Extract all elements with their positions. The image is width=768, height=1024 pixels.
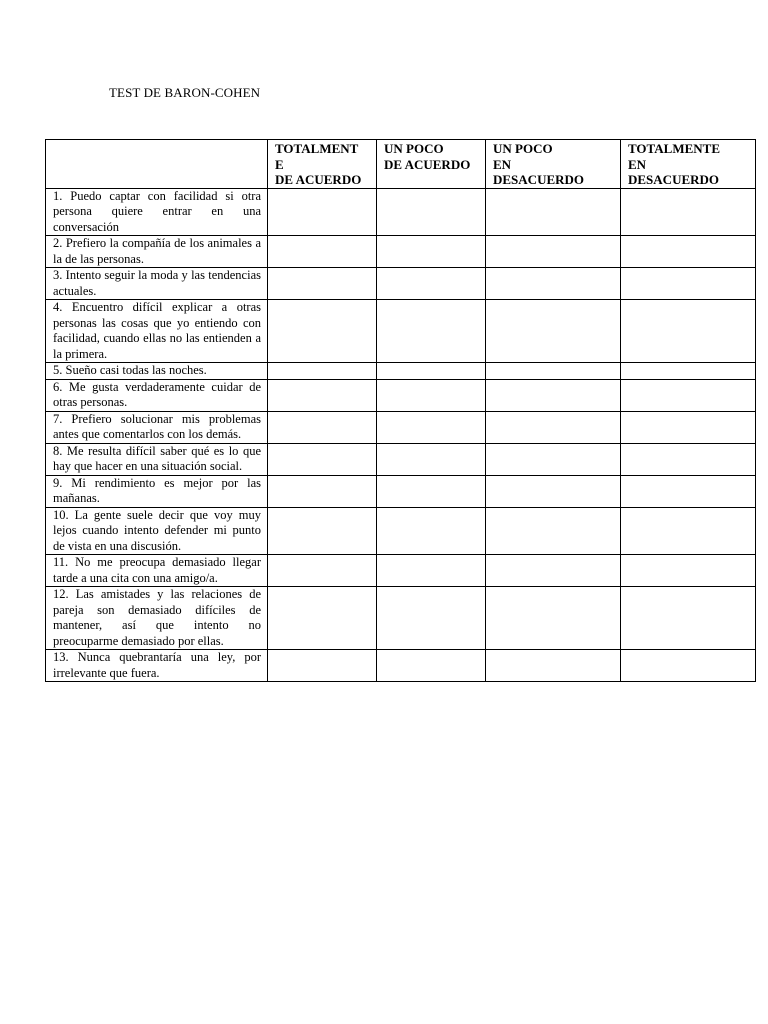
answer-cell-totally-disagree[interactable] [621, 650, 756, 682]
answer-cell-somewhat-agree[interactable] [377, 236, 486, 268]
answer-cell-somewhat-disagree[interactable] [486, 363, 621, 380]
statement-cell: 2. Prefiero la compañía de los animales a la de las personas. [46, 236, 268, 268]
statement-cell: 4. Encuentro difícil explicar a otras personas las cosas que yo entiendo con facilidad, cuando ellas no las entienden a la primera. [46, 300, 268, 363]
answer-cell-somewhat-disagree[interactable] [486, 379, 621, 411]
answer-cell-totally-disagree[interactable] [621, 507, 756, 555]
answer-cell-somewhat-disagree[interactable] [486, 555, 621, 587]
table-row [46, 300, 756, 363]
answer-cell-totally-disagree[interactable] [621, 363, 756, 380]
statement-cell: 10. La gente suele decir que voy muy lejos cuando intento defender mi punto de vista en una discusión. [46, 507, 268, 555]
table-row [46, 443, 756, 475]
header-cell-totally-agree: TOTALMENT E DE ACUERDO [268, 140, 377, 189]
answer-cell-somewhat-agree[interactable] [377, 363, 486, 380]
table-row [46, 650, 756, 682]
answer-cell-somewhat-agree[interactable] [377, 443, 486, 475]
answer-cell-totally-agree[interactable] [268, 507, 377, 555]
answer-cell-totally-disagree[interactable] [621, 300, 756, 363]
answer-cell-totally-agree[interactable] [268, 236, 377, 268]
answer-cell-totally-disagree[interactable] [621, 587, 756, 650]
statement-cell: 7. Prefiero solucionar mis problemas antes que comentarlos con los demás. [46, 411, 268, 443]
table-row [46, 411, 756, 443]
answer-cell-somewhat-agree[interactable] [377, 300, 486, 363]
statement-cell: 3. Intento seguir la moda y las tendencias actuales. [46, 268, 268, 300]
answer-cell-totally-agree[interactable] [268, 188, 377, 236]
table-row [46, 268, 756, 300]
table-header-row [46, 140, 756, 189]
answer-cell-somewhat-agree[interactable] [377, 379, 486, 411]
answer-cell-somewhat-disagree[interactable] [486, 268, 621, 300]
answer-cell-totally-disagree[interactable] [621, 268, 756, 300]
answer-cell-somewhat-disagree[interactable] [486, 587, 621, 650]
answer-cell-somewhat-disagree[interactable] [486, 236, 621, 268]
answer-cell-totally-agree[interactable] [268, 443, 377, 475]
answer-cell-totally-agree[interactable] [268, 300, 377, 363]
answer-cell-totally-disagree[interactable] [621, 236, 756, 268]
page-title: TEST DE BARON-COHEN [109, 85, 261, 100]
answer-cell-somewhat-disagree[interactable] [486, 300, 621, 363]
answer-cell-totally-disagree[interactable] [621, 379, 756, 411]
answer-cell-totally-disagree[interactable] [621, 188, 756, 236]
answer-cell-totally-disagree[interactable] [621, 555, 756, 587]
answer-cell-totally-agree[interactable] [268, 411, 377, 443]
answer-cell-somewhat-agree[interactable] [377, 650, 486, 682]
table-row [46, 188, 756, 236]
answer-cell-totally-agree[interactable] [268, 363, 377, 380]
answer-cell-somewhat-disagree[interactable] [486, 475, 621, 507]
answer-cell-somewhat-agree[interactable] [377, 268, 486, 300]
header-cell-statement [46, 140, 268, 189]
answer-cell-totally-agree[interactable] [268, 268, 377, 300]
questionnaire-table [45, 139, 756, 682]
answer-cell-somewhat-agree[interactable] [377, 507, 486, 555]
table-row [46, 475, 756, 507]
answer-cell-somewhat-agree[interactable] [377, 555, 486, 587]
answer-cell-totally-disagree[interactable] [621, 411, 756, 443]
table-row [46, 555, 756, 587]
answer-cell-totally-agree[interactable] [268, 379, 377, 411]
statement-cell: 1. Puedo captar con facilidad si otra persona quiere entrar en una conversación [46, 188, 268, 236]
answer-cell-somewhat-agree[interactable] [377, 411, 486, 443]
answer-cell-totally-agree[interactable] [268, 650, 377, 682]
statement-cell: 11. No me preocupa demasiado llegar tarde a una cita con una amigo/a. [46, 555, 268, 587]
answer-cell-totally-agree[interactable] [268, 555, 377, 587]
answer-cell-somewhat-disagree[interactable] [486, 411, 621, 443]
statement-cell: 5. Sueño casi todas las noches. [46, 363, 268, 380]
answer-cell-somewhat-disagree[interactable] [486, 188, 621, 236]
answer-cell-totally-agree[interactable] [268, 587, 377, 650]
table-row [46, 507, 756, 555]
answer-cell-somewhat-agree[interactable] [377, 475, 486, 507]
answer-cell-totally-disagree[interactable] [621, 443, 756, 475]
answer-cell-somewhat-disagree[interactable] [486, 507, 621, 555]
table-row [46, 587, 756, 650]
answer-cell-somewhat-disagree[interactable] [486, 650, 621, 682]
answer-cell-somewhat-disagree[interactable] [486, 443, 621, 475]
table-row [46, 363, 756, 380]
table-row [46, 236, 756, 268]
answer-cell-somewhat-agree[interactable] [377, 188, 486, 236]
statement-cell: 9. Mi rendimiento es mejor por las mañanas. [46, 475, 268, 507]
statement-cell: 6. Me gusta verdaderamente cuidar de otras personas. [46, 379, 268, 411]
statement-cell: 13. Nunca quebrantaría una ley, por irrelevante que fuera. [46, 650, 268, 682]
answer-cell-totally-disagree[interactable] [621, 475, 756, 507]
table-row [46, 379, 756, 411]
header-cell-somewhat-disagree: UN POCO EN DESACUERDO [486, 140, 621, 189]
header-cell-somewhat-agree: UN POCO DE ACUERDO [377, 140, 486, 189]
header-cell-totally-disagree: TOTALMENTE EN DESACUERDO [621, 140, 756, 189]
statement-cell: 12. Las amistades y las relaciones de pareja son demasiado difíciles de mantener, así que intento no preocuparme demasiado por ellas. [46, 587, 268, 650]
answer-cell-somewhat-agree[interactable] [377, 587, 486, 650]
answer-cell-totally-agree[interactable] [268, 475, 377, 507]
statement-cell: 8. Me resulta difícil saber qué es lo que hay que hacer en una situación social. [46, 443, 268, 475]
